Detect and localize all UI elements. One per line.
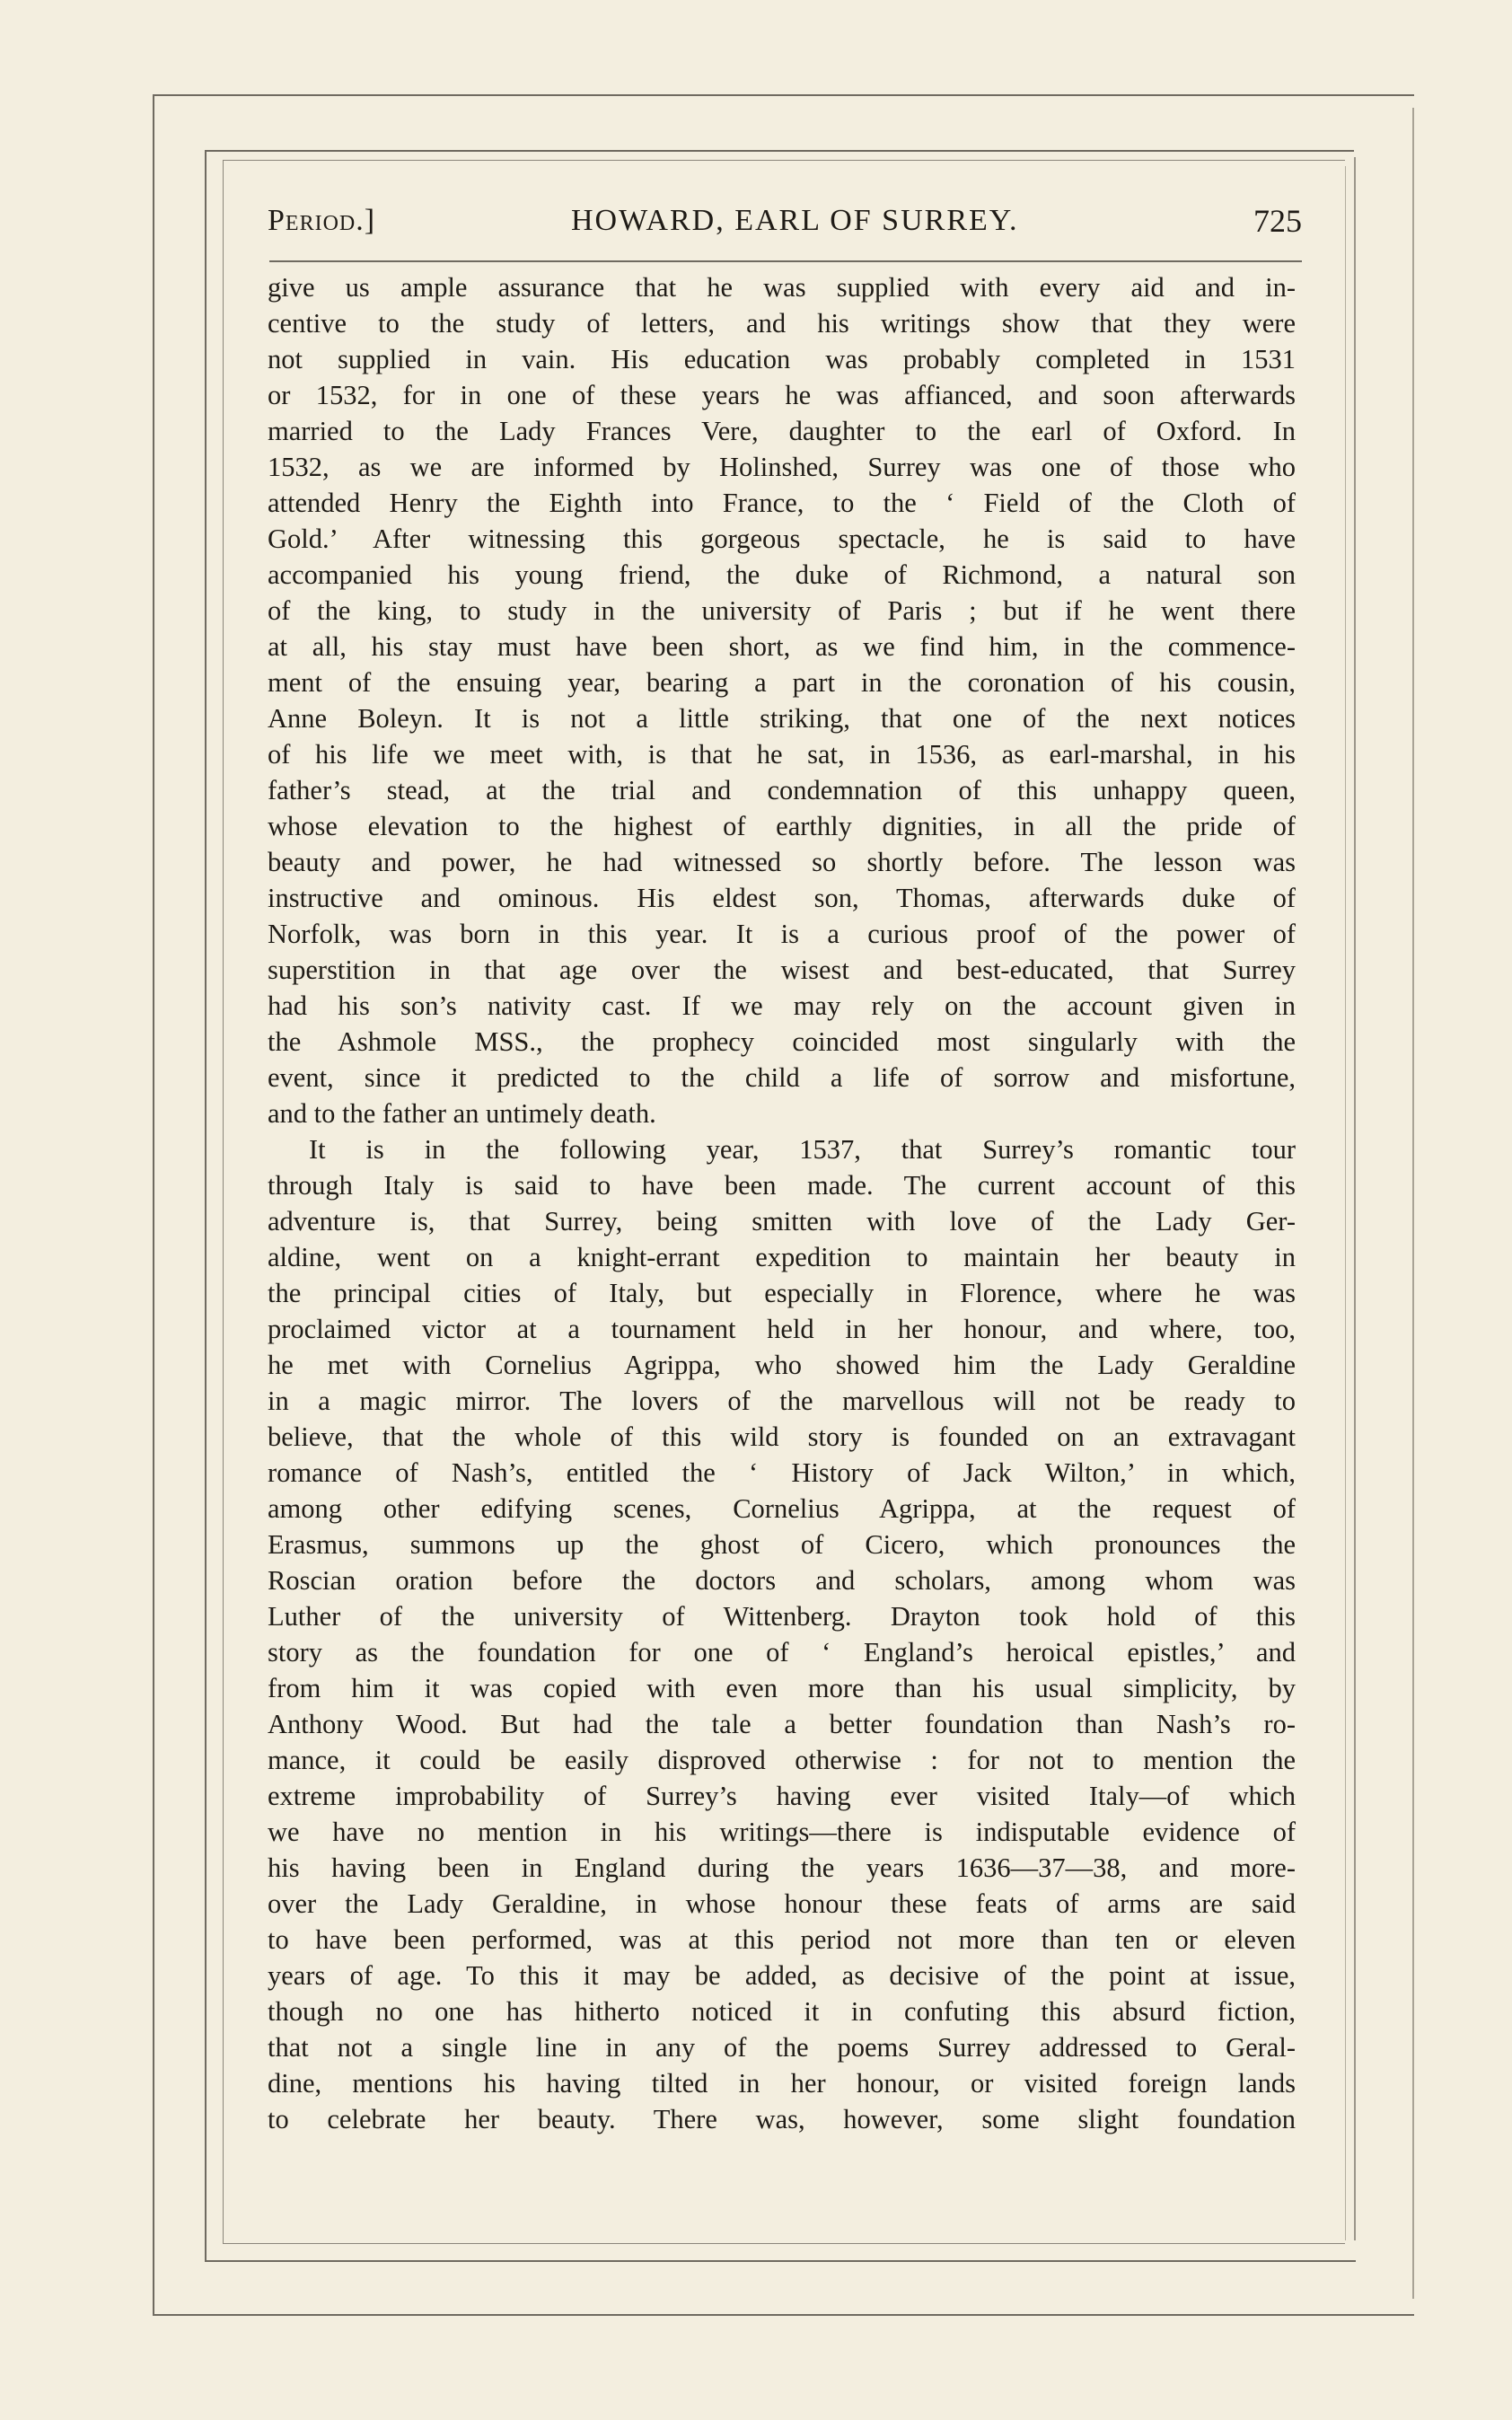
- text-line: Anthony Wood. But had the tale a better foundation than Nash’s ro-: [268, 1709, 1296, 1739]
- text-line: give us ample assurance that he was supplied with every aid and in-: [268, 272, 1296, 303]
- text-line: 1532, as we are informed by Holinshed, Surrey was one of those who: [268, 452, 1296, 482]
- text-line: ment of the ensuing year, bearing a part in the coronation of his cousin,: [268, 667, 1296, 698]
- text-line: of the king, to study in the university of Paris ; but if he went there: [268, 595, 1296, 626]
- text-line: or 1532, for in one of these years he was affianced, and soon afterwards: [268, 380, 1296, 410]
- inner-frame-bottom-secondary: [223, 2243, 1345, 2244]
- period-label: Period.]: [268, 204, 376, 237]
- text-line: instructive and ominous. His eldest son, Thomas, afterwards duke of: [268, 883, 1296, 913]
- inner-frame-right-secondary: [1345, 166, 1346, 2240]
- text-line: extreme improbability of Surrey’s having ever visited Italy—of which: [268, 1781, 1296, 1811]
- text-line: proclaimed victor at a tournament held in her honour, and where, too,: [268, 1314, 1296, 1344]
- inner-frame-right: [1354, 157, 1356, 2240]
- outer-frame-left: [153, 94, 154, 2316]
- text-line: centive to the study of letters, and his writings show that they were: [268, 308, 1296, 339]
- outer-frame-top: [153, 94, 1414, 96]
- text-line: Erasmus, summons up the ghost of Cicero, which pronounces the: [268, 1529, 1296, 1560]
- inner-frame-left-secondary: [223, 160, 224, 2243]
- text-line: through Italy is said to have been made. The current account of this: [268, 1170, 1296, 1201]
- outer-frame-bottom: [153, 2314, 1414, 2316]
- text-line: the principal cities of Italy, but especially in Florence, where he was: [268, 1278, 1296, 1308]
- inner-frame-left: [205, 150, 207, 2262]
- text-line: in a magic mirror. The lovers of the marvellous will not be ready to: [268, 1386, 1296, 1416]
- text-line: Anne Boleyn. It is not a little striking, that one of the next notices: [268, 703, 1296, 734]
- text-line: mance, it could be easily disproved otherwise : for not to mention the: [268, 1745, 1296, 1775]
- text-line: event, since it predicted to the child a life of sorrow and misfortune,: [268, 1062, 1296, 1093]
- text-line: attended Henry the Eighth into France, to the ‘ Field of the Cloth of: [268, 488, 1296, 518]
- text-line: the Ashmole MSS., the prophecy coincided most singularly with the: [268, 1026, 1296, 1057]
- text-line: of his life we meet with, is that he sat, in 1536, as earl-marshal, in his: [268, 739, 1296, 770]
- text-line: he met with Cornelius Agrippa, who showed him the Lady Geraldine: [268, 1350, 1296, 1380]
- header-rule: [269, 260, 1302, 262]
- text-line: at all, his stay must have been short, as we find him, in the commence-: [268, 631, 1296, 662]
- text-line: we have no mention in his writings—there is indisputable evidence of: [268, 1817, 1296, 1847]
- text-line: his having been in England during the years 1636—37—38, and more-: [268, 1852, 1296, 1883]
- text-line: to have been performed, was at this period not more than ten or eleven: [268, 1924, 1296, 1955]
- text-line: married to the Lady Frances Vere, daughter to the earl of Oxford. In: [268, 416, 1296, 446]
- text-line: Norfolk, was born in this year. It is a curious proof of the power of: [268, 919, 1296, 949]
- text-line: accompanied his young friend, the duke of Richmond, a natural son: [268, 559, 1296, 590]
- text-line: Roscian oration before the doctors and scholars, among whom was: [268, 1565, 1296, 1596]
- text-line: to celebrate her beauty. There was, however, some slight foundation: [268, 2104, 1296, 2134]
- running-title: HOWARD, EARL OF SURREY.: [571, 204, 1019, 237]
- text-line: story as the foundation for one of ‘ England’s heroical epistles,’ and: [268, 1637, 1296, 1668]
- page-number: 725: [1253, 203, 1302, 239]
- text-line: not supplied in vain. His education was probably completed in 1531: [268, 344, 1296, 374]
- text-line: Luther of the university of Wittenberg. Drayton took hold of this: [268, 1601, 1296, 1632]
- text-line: adventure is, that Surrey, being smitten with love of the Lady Ger-: [268, 1206, 1296, 1236]
- text-line: father’s stead, at the trial and condemnation of this unhappy queen,: [268, 775, 1296, 805]
- text-line: among other edifying scenes, Cornelius Agrippa, at the request of: [268, 1493, 1296, 1524]
- text-line: years of age. To this it may be added, as decisive of the point at issue,: [268, 1960, 1296, 1991]
- text-line: romance of Nash’s, entitled the ‘ History of Jack Wilton,’ in which,: [268, 1457, 1296, 1488]
- inner-frame-top: [205, 150, 1354, 152]
- text-line: whose elevation to the highest of earthly dignities, in all the pride of: [268, 811, 1296, 841]
- text-line: and to the father an untimely death.: [268, 1098, 656, 1129]
- text-line: that not a single line in any of the poems Surrey addressed to Geral-: [268, 2032, 1296, 2063]
- text-line: from him it was copied with even more than his usual simplicity, by: [268, 1673, 1296, 1703]
- text-line: over the Lady Geraldine, in whose honour these feats of arms are said: [268, 1888, 1296, 1919]
- text-line: Gold.’ After witnessing this gorgeous spectacle, he is said to have: [268, 524, 1296, 554]
- text-line: though no one has hitherto noticed it in confuting this absurd fiction,: [268, 1996, 1296, 2027]
- outer-frame-right: [1412, 108, 1414, 2299]
- running-header: [268, 196, 1302, 246]
- inner-frame-bottom: [205, 2260, 1356, 2262]
- text-line: aldine, went on a knight-errant expedition to maintain her beauty in: [268, 1242, 1296, 1272]
- text-line: had his son’s nativity cast. If we may rely on the account given in: [268, 990, 1296, 1021]
- text-line: dine, mentions his having tilted in her honour, or visited foreign lands: [268, 2068, 1296, 2099]
- body-text: [268, 269, 1296, 2137]
- text-line: superstition in that age over the wisest and best-educated, that Surrey: [268, 955, 1296, 985]
- inner-frame-top-secondary: [223, 160, 1345, 161]
- text-line: It is in the following year, 1537, that Surrey’s romantic tour: [309, 1134, 1296, 1165]
- text-line: believe, that the whole of this wild story is founded on an extravagant: [268, 1421, 1296, 1452]
- text-line: beauty and power, he had witnessed so shortly before. The lesson was: [268, 847, 1296, 877]
